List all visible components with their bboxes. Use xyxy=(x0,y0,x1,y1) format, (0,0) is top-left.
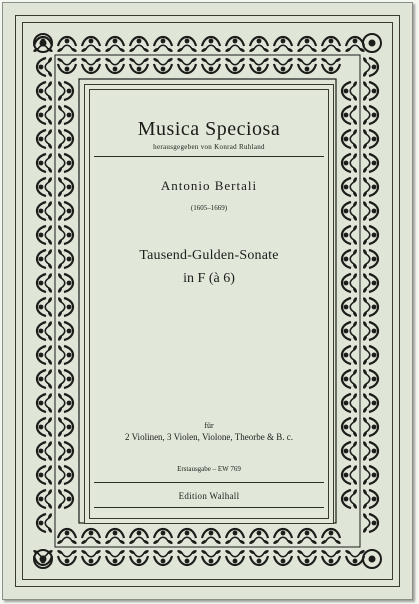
score-cover xyxy=(2,2,413,600)
publisher-divider-bottom xyxy=(94,507,324,508)
work-title: Tausend-Gulden-Sonate xyxy=(139,248,279,263)
series-editor: herausgegeben von Konrad Ruhland xyxy=(153,143,265,151)
composer-name: Antonio Bertali xyxy=(160,178,258,193)
instrumentation-prefix: für xyxy=(204,421,214,430)
series-divider xyxy=(94,156,324,157)
publisher-name: Edition Walhall xyxy=(178,491,240,501)
series-title: Musica Speciosa xyxy=(137,118,281,140)
composer-dates: (1605–1669) xyxy=(190,204,228,212)
edition-note: Erstausgabe – EW 769 xyxy=(177,465,241,473)
work-subtitle: in F (à 6) xyxy=(183,271,235,286)
publisher-divider-top xyxy=(94,482,324,483)
instrumentation: 2 Violinen, 3 Violen, Violone, Theorbe & B. c. xyxy=(125,432,293,442)
title-panel xyxy=(89,89,329,519)
